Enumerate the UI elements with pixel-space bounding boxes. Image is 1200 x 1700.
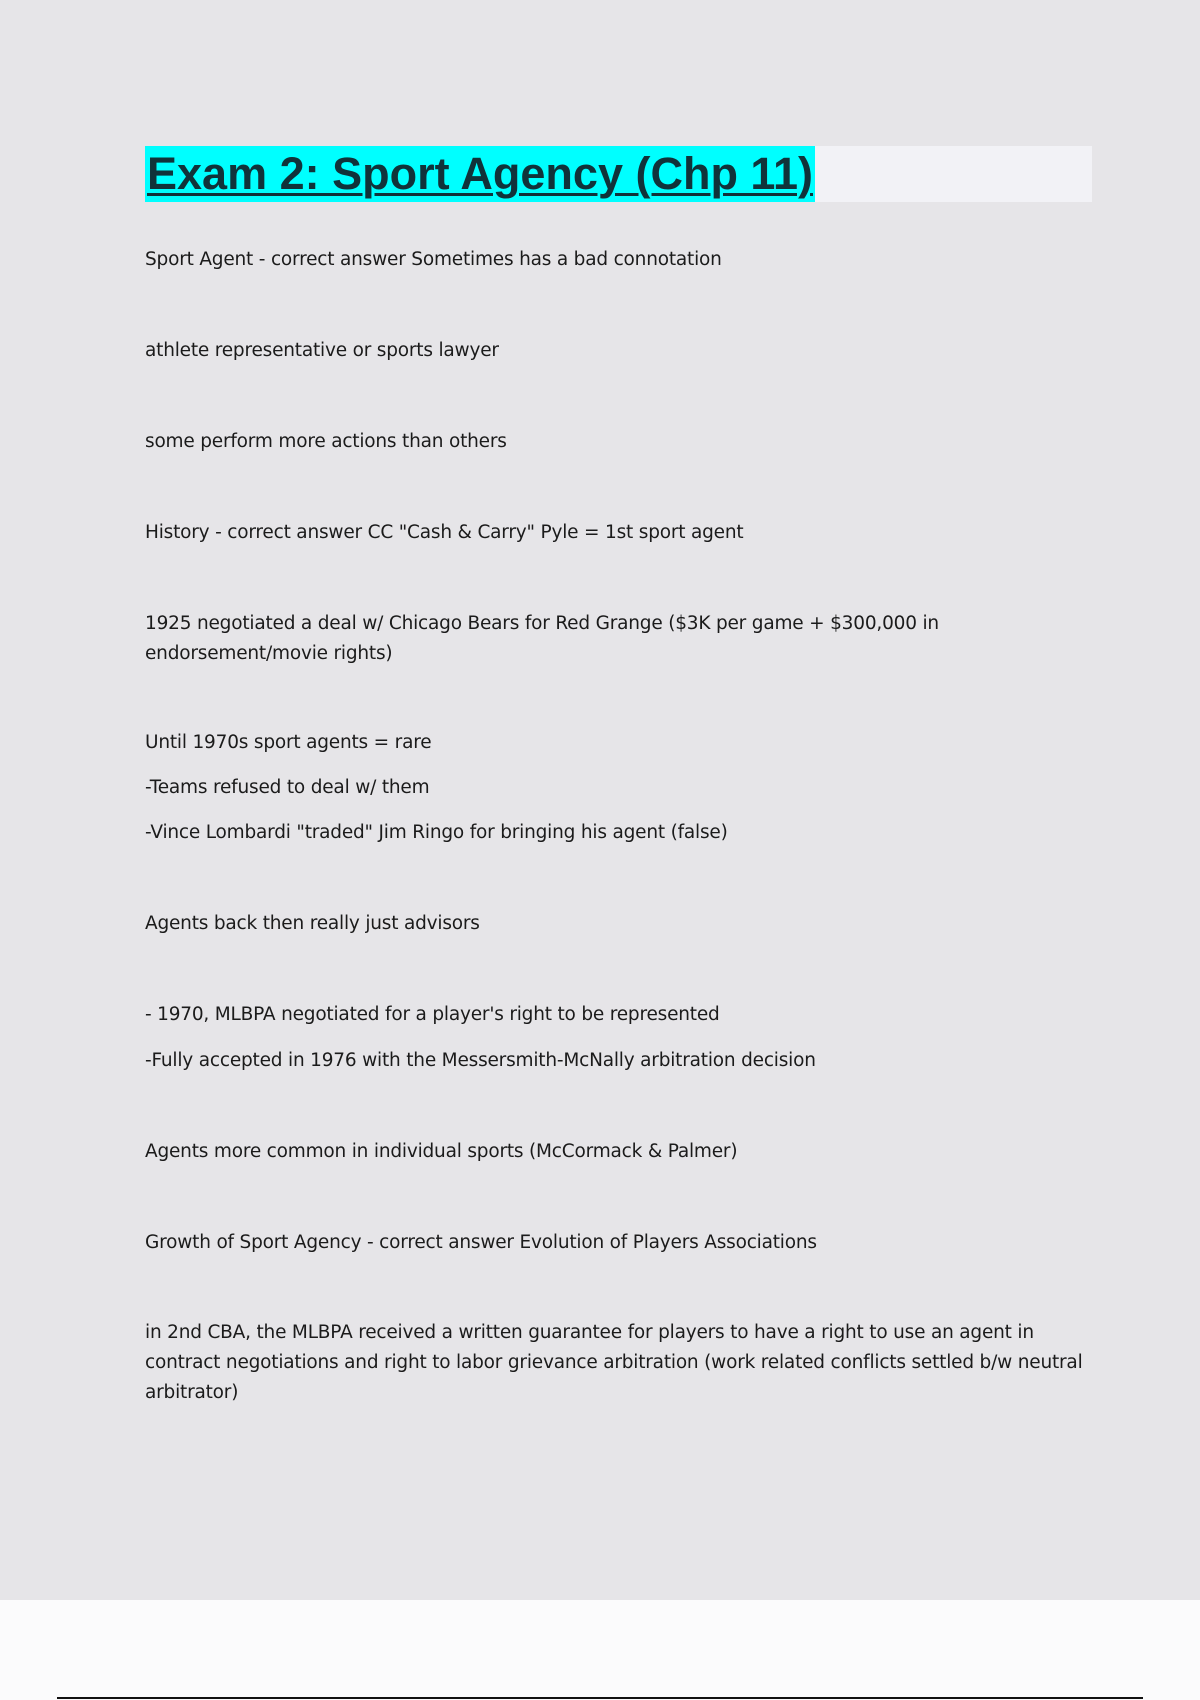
text-line: Sport Agent - correct answer Sometimes has a bad connotation xyxy=(145,249,722,270)
page-footer xyxy=(0,1600,1200,1700)
text-line: Agents back then really just advisors xyxy=(145,913,480,934)
text-line: athlete representative or sports lawyer xyxy=(145,340,499,361)
footer-divider xyxy=(57,1697,1143,1699)
text-line: Growth of Sport Agency - correct answer Evolution of Players Associations xyxy=(145,1232,817,1253)
text-line: History - correct answer CC "Cash & Carry" Pyle = 1st sport agent xyxy=(145,522,744,543)
text-line: Agents more common in individual sports (McCormack & Palmer) xyxy=(145,1141,738,1162)
text-line: some perform more actions than others xyxy=(145,431,507,452)
text-line: - 1970, MLBPA negotiated for a player's right to be represented xyxy=(145,1004,720,1025)
text-line: -Teams refused to deal w/ them xyxy=(145,777,430,798)
text-line: in 2nd CBA, the MLBPA received a written guarantee for players to have a right to use an agent in contract negotiations and right to labor grievance arbitration (work related conflicts settled b/w neutral arbitrator) xyxy=(145,1322,1083,1403)
document-title: Exam 2: Sport Agency (Chp 11) xyxy=(145,146,815,202)
text-line: 1925 negotiated a deal w/ Chicago Bears for Red Grange ($3K per game + $300,000 in endorsement/movie rights) xyxy=(145,613,939,664)
text-line: -Fully accepted in 1976 with the Messersmith-McNally arbitration decision xyxy=(145,1050,816,1071)
text-line: Until 1970s sport agents = rare xyxy=(145,732,432,753)
text-line: -Vince Lombardi "traded" Jim Ringo for bringing his agent (false) xyxy=(145,822,728,843)
